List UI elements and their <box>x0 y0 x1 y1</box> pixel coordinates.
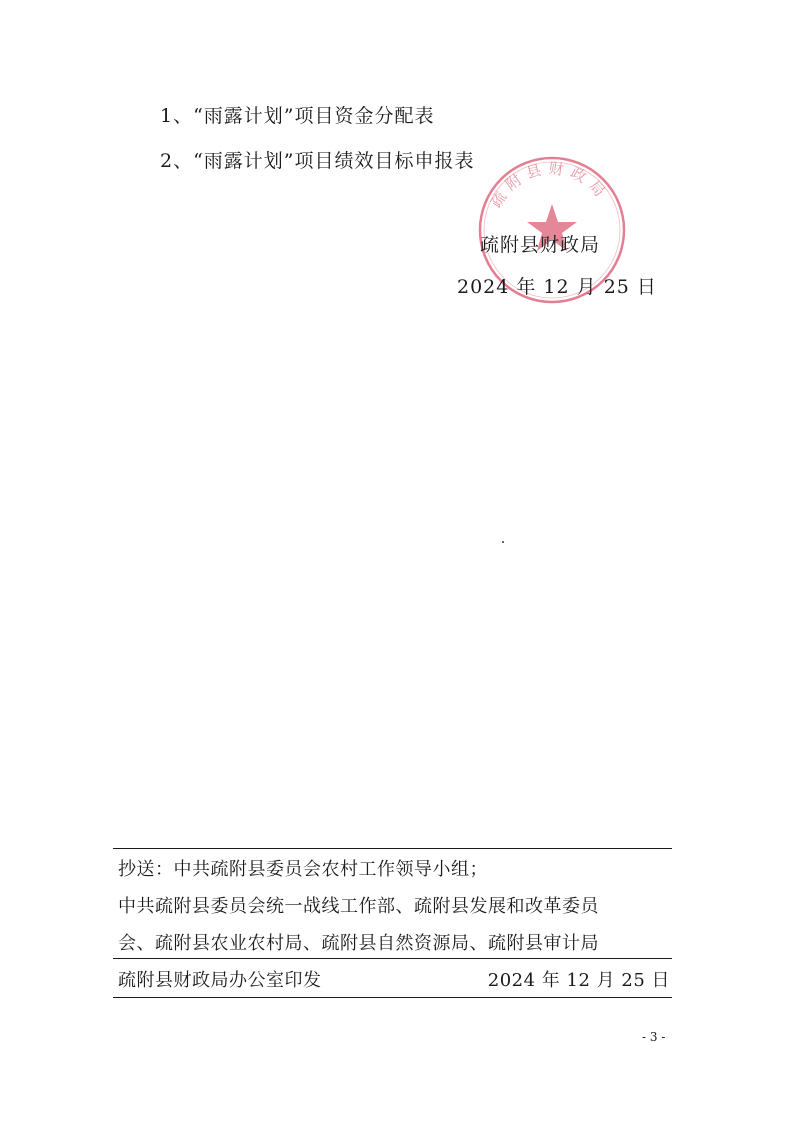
cc-line-2: 中共疏附县委员会统一战线工作部、疏附县发展和改革委员 <box>118 896 599 917</box>
issue-date: 2024 年 12 月 25 日 <box>457 276 657 298</box>
attachment-item-2: 2、“雨露计划”项目绩效目标申报表 <box>160 150 475 172</box>
attachment-item-1: 1、“雨露计划”项目资金分配表 <box>160 105 435 127</box>
issuer-name: 疏附县财政局 <box>480 234 601 256</box>
svg-text:疏附县财政局: 疏附县财政局 <box>487 159 613 212</box>
footer-divider-bottom <box>113 997 672 998</box>
print-date: 2024 年 12 月 25 日 <box>487 970 670 991</box>
footer-divider-middle <box>113 958 672 959</box>
page-number: - 3 - <box>642 1030 666 1044</box>
printed-by: 疏附县财政局办公室印发 <box>118 970 322 991</box>
cc-line-1: 抄送：中共疏附县委员会农村工作领导小组； <box>118 859 488 880</box>
footer-divider-top <box>113 848 672 849</box>
cc-line-3: 会、疏附县农业农村局、疏附县自然资源局、疏附县审计局 <box>118 933 599 954</box>
scan-speck <box>502 541 504 543</box>
